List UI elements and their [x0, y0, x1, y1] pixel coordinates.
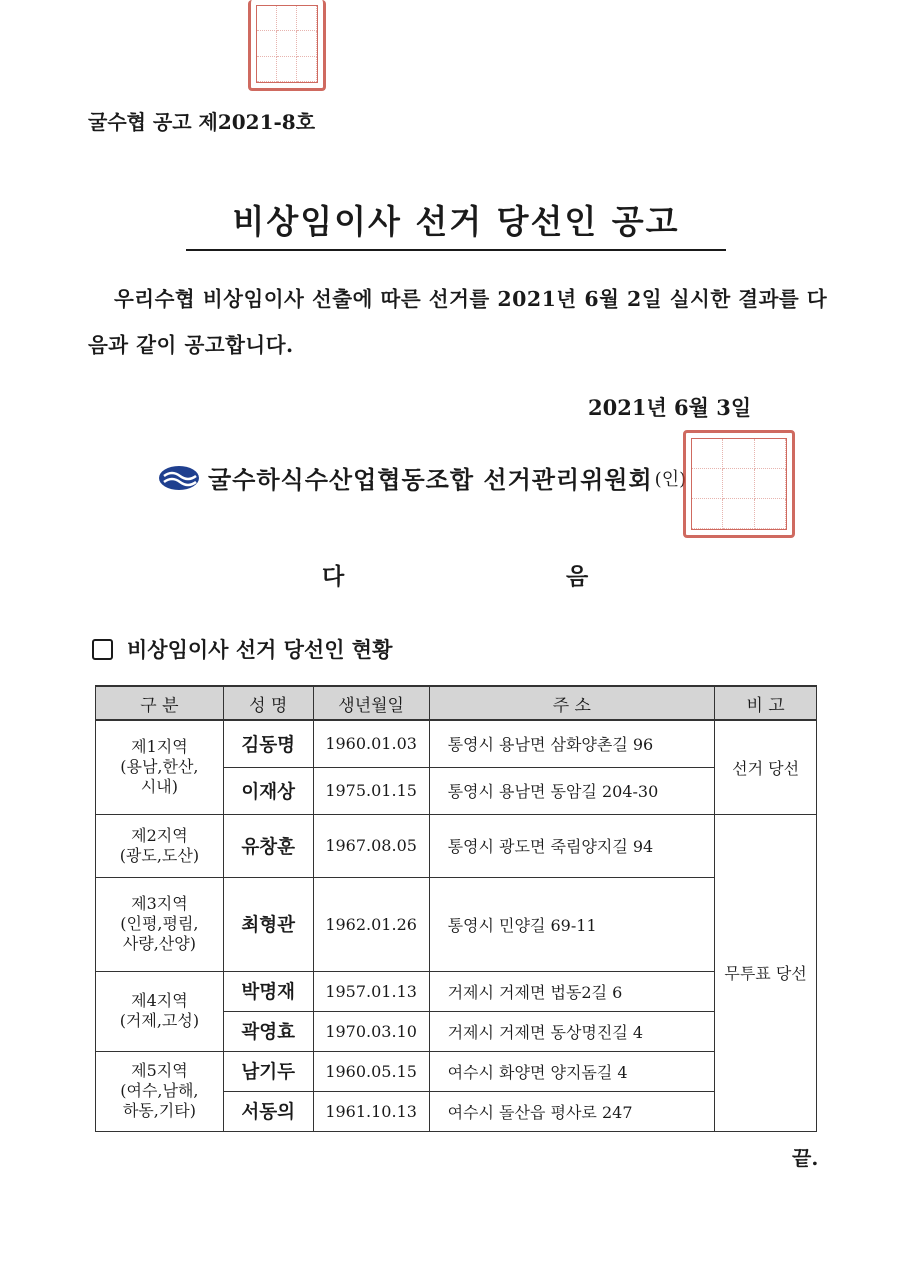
region-label: 제5지역 [131, 1061, 188, 1080]
header-address: 주 소 [429, 686, 715, 720]
notice-number: 굴수협 공고 제2021-8호 [88, 110, 316, 134]
region-areas: 시내) [140, 777, 178, 797]
organization-line [158, 460, 686, 495]
birth-cell: 1967.08.05 [313, 814, 429, 877]
address-cell: 거제시 거제면 법동2길 6 [429, 971, 715, 1011]
address-cell: 여수시 화양면 양지돔길 4 [429, 1051, 715, 1091]
results-table [95, 685, 817, 1132]
section-heading [92, 634, 392, 664]
region-label: 제3지역 [131, 894, 188, 913]
cooperative-logo-icon [158, 464, 200, 492]
address-cell: 통영시 용남면 동암길 204-30 [429, 767, 715, 814]
seal-mark: (인) [654, 468, 687, 490]
region-areas: (여수,남해, [120, 1081, 199, 1100]
table-row [96, 720, 817, 767]
table-header-row [96, 686, 817, 720]
header-birth: 생년월일 [313, 686, 429, 720]
birth-cell: 1962.01.26 [313, 877, 429, 971]
birth-cell: 1975.01.15 [313, 767, 429, 814]
region-areas: (인평,평림, [120, 914, 199, 933]
table-row [96, 814, 817, 877]
region-cell [96, 877, 224, 971]
region-areas: (용남,한산, [120, 757, 199, 777]
table-row [96, 1051, 817, 1091]
region-areas: 하동,기타) [122, 1101, 196, 1120]
region-label: 제2지역 [131, 825, 188, 845]
page-title: 비상임이사 선거 당선인 공고 [186, 196, 726, 251]
region-cell [96, 971, 224, 1051]
region-areas: (거제,고성) [119, 1011, 200, 1030]
square-bullet-icon [92, 639, 113, 660]
organization-name: 굴수하식수산업협동조합 선거관리위원회 [208, 466, 653, 494]
name-cell: 유창훈 [223, 814, 313, 877]
name-cell: 최형관 [223, 877, 313, 971]
birth-cell: 1960.05.15 [313, 1051, 429, 1091]
notice-date: 2021년 6월 3일 [588, 395, 752, 420]
heading-da: 다 [322, 564, 345, 590]
address-cell: 통영시 용남면 삼화양촌길 96 [429, 720, 715, 767]
committee-seal-stamp [683, 430, 795, 538]
name-cell: 남기두 [223, 1051, 313, 1091]
header-name: 성 명 [223, 686, 313, 720]
address-cell: 거제시 거제면 동상명진길 4 [429, 1011, 715, 1051]
region-label: 제4지역 [131, 991, 188, 1010]
address-cell: 여수시 돌산읍 평사로 247 [429, 1091, 715, 1131]
region-areas: 사량,산양) [122, 934, 196, 953]
region-areas: (광도,도산) [119, 845, 200, 865]
birth-cell: 1961.10.13 [313, 1091, 429, 1131]
birth-cell: 1957.01.13 [313, 971, 429, 1011]
name-cell: 박명재 [223, 971, 313, 1011]
heading-eum: 음 [566, 564, 589, 590]
table-row [96, 971, 817, 1011]
name-cell: 곽영효 [223, 1011, 313, 1051]
birth-cell: 1970.03.10 [313, 1011, 429, 1051]
name-cell: 이재상 [223, 767, 313, 814]
name-cell: 김동명 [223, 720, 313, 767]
region-cell [96, 814, 224, 877]
official-seal-stamp [248, 0, 326, 91]
section-title: 비상임이사 선거 당선인 현황 [127, 638, 393, 662]
intro-paragraph: 우리수협 비상임이사 선출에 따른 선거를 2021년 6월 2일 실시한 결과를 다음과 같이 공고합니다. [88, 287, 828, 357]
table-row [96, 877, 817, 971]
address-cell: 통영시 민양길 69-11 [429, 877, 715, 971]
region-cell [96, 1051, 224, 1131]
header-note: 비 고 [715, 686, 817, 720]
note-cell: 선거 당선 [715, 720, 817, 814]
end-mark: 끝. [792, 1146, 819, 1170]
note-cell: 무투표 당선 [715, 814, 817, 1131]
birth-cell: 1960.01.03 [313, 720, 429, 767]
address-cell: 통영시 광도면 죽림양지길 94 [429, 814, 715, 877]
region-cell [96, 720, 224, 814]
region-label: 제1지역 [131, 737, 188, 757]
name-cell: 서동의 [223, 1091, 313, 1131]
header-region: 구 분 [96, 686, 224, 720]
